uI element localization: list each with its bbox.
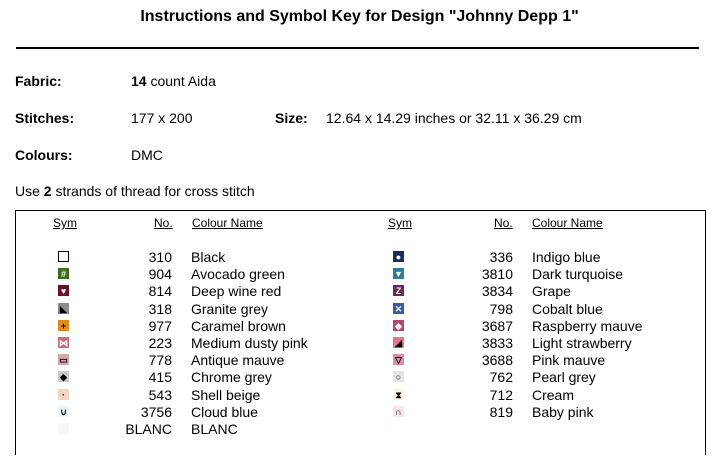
right-symbol-icon-4: ◆ <box>393 320 404 331</box>
fabric-type: count Aida <box>146 73 216 89</box>
right-dmc-number-6: 3688 <box>481 352 513 369</box>
right-dmc-number-2: 3834 <box>481 283 513 300</box>
left-colour-name-1: Avocado green <box>191 266 285 283</box>
right-symbol-icon-9: ∩ <box>393 406 404 417</box>
right-colour-name-2: Grape <box>532 283 571 300</box>
left-symbol-icon-9: ∪ <box>58 406 69 417</box>
left-dmc-number-7: 415 <box>148 369 172 386</box>
right-header-sym: Sym <box>388 216 412 230</box>
right-colour-name-9: Baby pink <box>532 403 594 420</box>
left-dmc-number-10: BLANC <box>125 421 172 437</box>
left-dmc-number-3: 318 <box>148 300 172 317</box>
right-symbol-icon-7: ○ <box>393 371 404 382</box>
left-colour-name-0: Black <box>191 249 226 265</box>
right-dmc-number-9: 819 <box>489 403 513 420</box>
left-header-sym: Sym <box>53 216 77 230</box>
right-symbol-icon-6: ▽ <box>393 354 404 365</box>
left-header-name: Colour Name <box>192 216 263 230</box>
colours-label: Colours: <box>15 147 73 163</box>
left-colour-name-6: Antique mauve <box>191 352 285 369</box>
left-dmc-number-2: 814 <box>148 283 172 300</box>
right-symbol-icon-3: ✕ <box>394 303 403 314</box>
right-colour-name-7: Pearl grey <box>532 369 596 386</box>
left-dmc-number-6: 778 <box>148 352 172 369</box>
strands-instruction <box>15 183 255 199</box>
right-symbol-icon-5: ◢ <box>393 337 404 348</box>
left-symbol-icon-4: + <box>58 320 69 331</box>
right-dmc-number-5: 3833 <box>481 335 513 351</box>
left-colour-name-8: Shell beige <box>191 386 261 403</box>
left-symbol-icon-8: · <box>58 389 69 400</box>
left-dmc-number-5: 223 <box>148 335 172 351</box>
right-dmc-number-3: 798 <box>489 300 513 317</box>
right-dmc-number-8: 712 <box>489 386 513 403</box>
right-colour-name-0: Indigo blue <box>532 249 601 265</box>
stitches-value: 177 x 200 <box>131 110 193 126</box>
left-dmc-number-9: 3756 <box>140 403 172 420</box>
left-colour-name-10: BLANC <box>191 421 238 437</box>
stitches-label: Stitches: <box>15 110 75 126</box>
right-symbol-icon-8: ⧗ <box>393 389 404 400</box>
left-colour-name-3: Granite grey <box>191 300 269 317</box>
right-header-name: Colour Name <box>532 216 603 230</box>
left-symbol-icon-6: ▭ <box>59 355 68 366</box>
right-colour-name-3: Cobalt blue <box>532 300 603 317</box>
left-colour-name-5: Medium dusty pink <box>191 335 308 351</box>
fabric-value <box>131 73 216 89</box>
left-dmc-number-0: 310 <box>148 249 172 265</box>
strands-pre: Use <box>15 183 44 199</box>
left-dmc-number-1: 904 <box>148 266 172 283</box>
left-dmc-number-4: 977 <box>148 317 172 334</box>
title-rule <box>16 47 699 49</box>
left-dmc-number-8: 543 <box>148 386 172 403</box>
strands-post: strands of thread for cross stitch <box>51 183 255 199</box>
right-colour-name-1: Dark turquoise <box>532 266 624 283</box>
left-symbol-icon-0 <box>58 251 69 262</box>
right-symbol-icon-2: Z <box>393 285 404 296</box>
right-dmc-number-4: 3687 <box>481 317 513 334</box>
right-header-no: No. <box>494 216 513 230</box>
left-colour-name-9: Cloud blue <box>191 403 258 420</box>
size-label: Size: <box>275 110 308 126</box>
colours-value: DMC <box>131 147 163 163</box>
right-symbol-icon-0: ● <box>393 251 404 262</box>
right-colour-name-5: Light strawberry <box>532 335 632 351</box>
right-dmc-number-0: 336 <box>489 249 513 265</box>
left-symbol-icon-5: ⋈ <box>59 338 68 348</box>
left-symbol-icon-3: ◣ <box>58 303 69 314</box>
right-colour-name-6: Pink mauve <box>532 352 606 369</box>
right-symbol-icon-1: ▼ <box>394 269 403 280</box>
strands-count: 2 <box>43 183 52 199</box>
right-dmc-number-7: 762 <box>489 369 513 386</box>
left-symbol-icon-1: # <box>58 268 69 279</box>
fabric-label: Fabric: <box>15 73 62 89</box>
left-colour-name-4: Caramel brown <box>191 317 286 334</box>
right-colour-name-8: Cream <box>532 386 575 403</box>
left-colour-name-7: Chrome grey <box>191 369 272 386</box>
left-symbol-icon-10 <box>58 423 69 434</box>
fabric-count: 14 <box>131 73 147 89</box>
right-colour-name-4: Raspberry mauve <box>532 317 643 334</box>
left-header-no: No. <box>154 216 173 230</box>
left-colour-name-2: Deep wine red <box>191 283 282 300</box>
page-title: Instructions and Symbol Key for Design "Johnny Depp 1" <box>140 8 579 25</box>
left-symbol-icon-7: ◆ <box>58 371 69 382</box>
right-dmc-number-1: 3810 <box>481 266 513 283</box>
left-symbol-icon-2: ♥ <box>58 285 69 296</box>
size-value: 12.64 x 14.29 inches or 32.11 x 36.29 cm <box>326 110 582 126</box>
